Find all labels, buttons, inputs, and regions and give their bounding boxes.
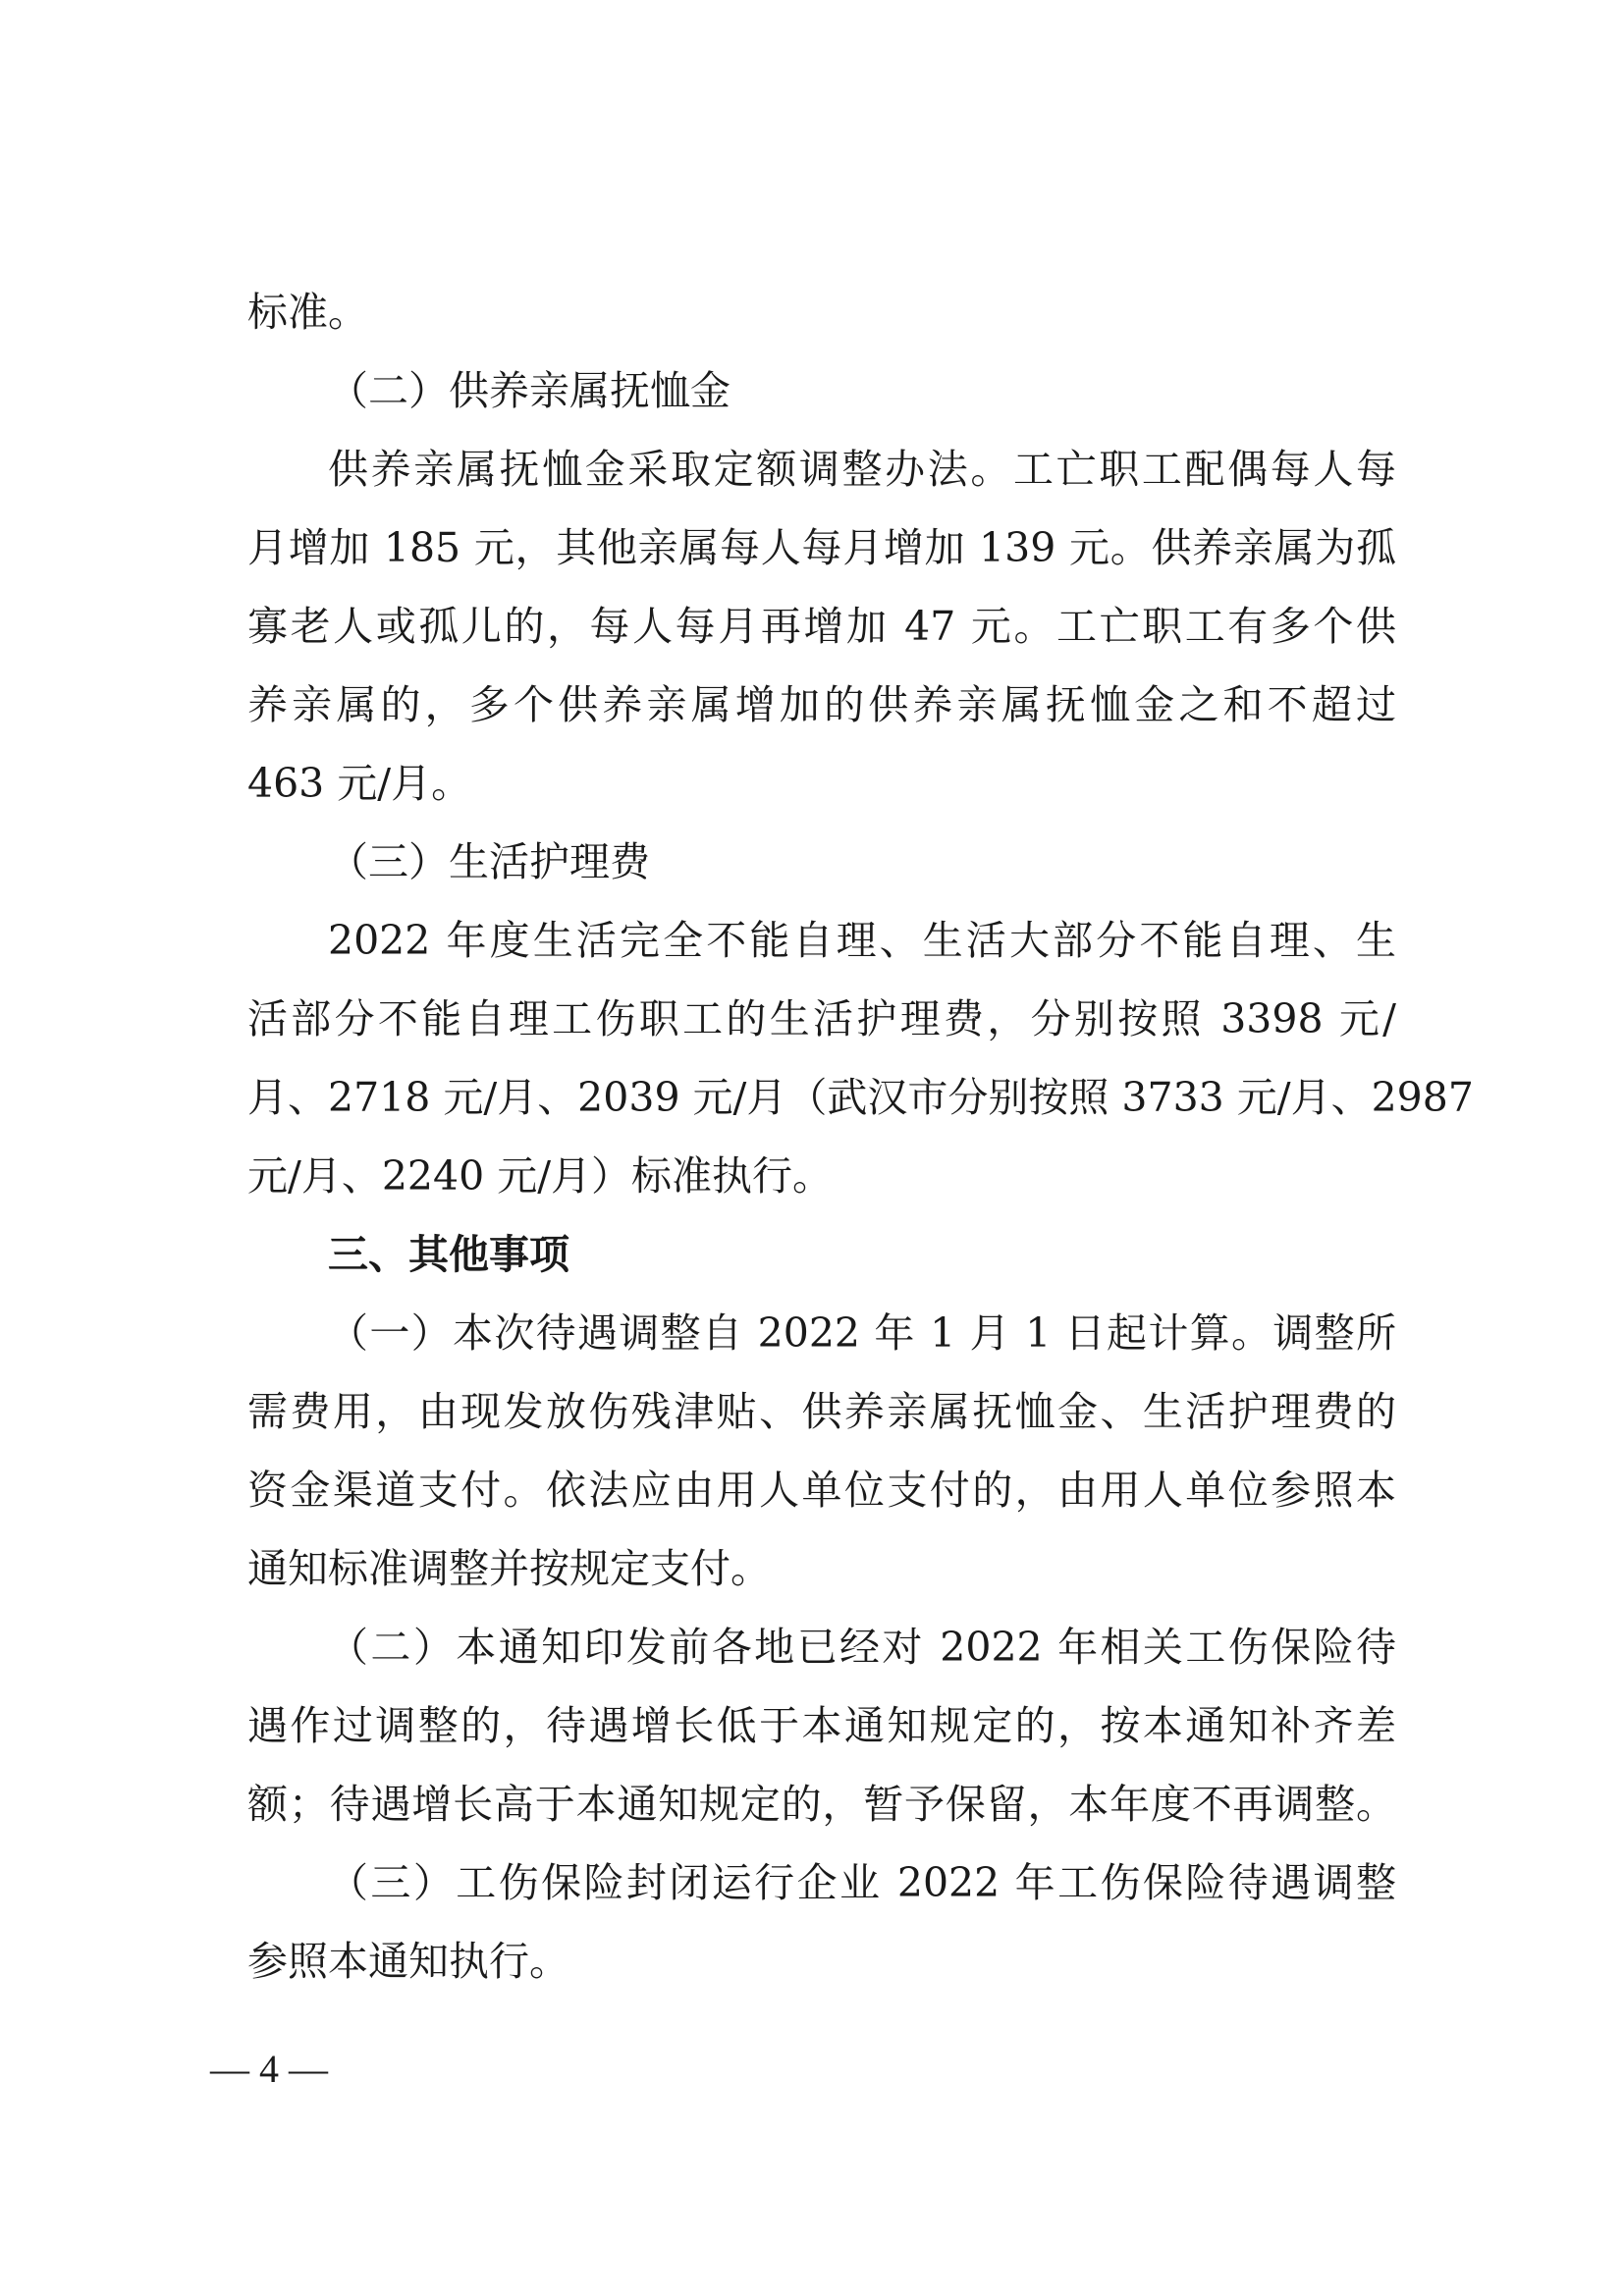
text-line-continuation: 标准。 [247, 289, 368, 336]
paragraph-line: （二）本通知印发前各地已经对 2022 年相关工伤保险待 [328, 1624, 1396, 1671]
paragraph-line: 需费用，由现发放伤残津贴、供养亲属抚恤金、生活护理费的 [247, 1388, 1396, 1435]
subheading-nursing-fee: （三）生活护理费 [328, 838, 650, 885]
subheading-survivor-pension: （二）供养亲属抚恤金 [328, 367, 730, 414]
paragraph-line: 月增加 185 元，其他亲属每人每月增加 139 元。供养亲属为孤 [247, 524, 1396, 571]
paragraph-line: 资金渠道支付。依法应由用人单位支付的，由用人单位参照本 [247, 1467, 1396, 1514]
paragraph-line: 供养亲属抚恤金采取定额调整办法。工亡职工配偶每人每 [328, 446, 1396, 493]
paragraph-line: 2022 年度生活完全不能自理、生活大部分不能自理、生 [328, 917, 1396, 964]
paragraph-line: 寡老人或孤儿的，每人每月再增加 47 元。工亡职工有多个供 [247, 603, 1396, 650]
paragraph-line: 参照本通知执行。 [247, 1938, 569, 1985]
paragraph-line: 遇作过调整的，待遇增长低于本通知规定的，按本通知补齐差 [247, 1702, 1396, 1749]
paragraph-line: 元/月、2240 元/月）标准执行。 [247, 1152, 834, 1200]
section-heading-other-matters: 三、其他事项 [328, 1231, 569, 1278]
paragraph-line: 463 元/月。 [247, 760, 472, 807]
paragraph-line: （一）本次待遇调整自 2022 年 1 月 1 日起计算。调整所 [328, 1309, 1396, 1357]
paragraph-line: 通知标准调整并按规定支付。 [247, 1545, 771, 1592]
paragraph-line: 活部分不能自理工伤职工的生活护理费，分别按照 3398 元/ [247, 995, 1396, 1042]
paragraph-line: 额；待遇增长高于本通知规定的，暂予保留，本年度不再调整。 [247, 1781, 1396, 1828]
paragraph-line: （三）工伤保险封闭运行企业 2022 年工伤保险待遇调整 [328, 1859, 1396, 1906]
page-number: — 4 — [210, 2047, 328, 2091]
paragraph-line: 养亲属的，多个供养亲属增加的供养亲属抚恤金之和不超过 [247, 681, 1396, 728]
paragraph-line: 月、2718 元/月、2039 元/月（武汉市分别按照 3733 元/月、2987 [247, 1074, 1474, 1121]
